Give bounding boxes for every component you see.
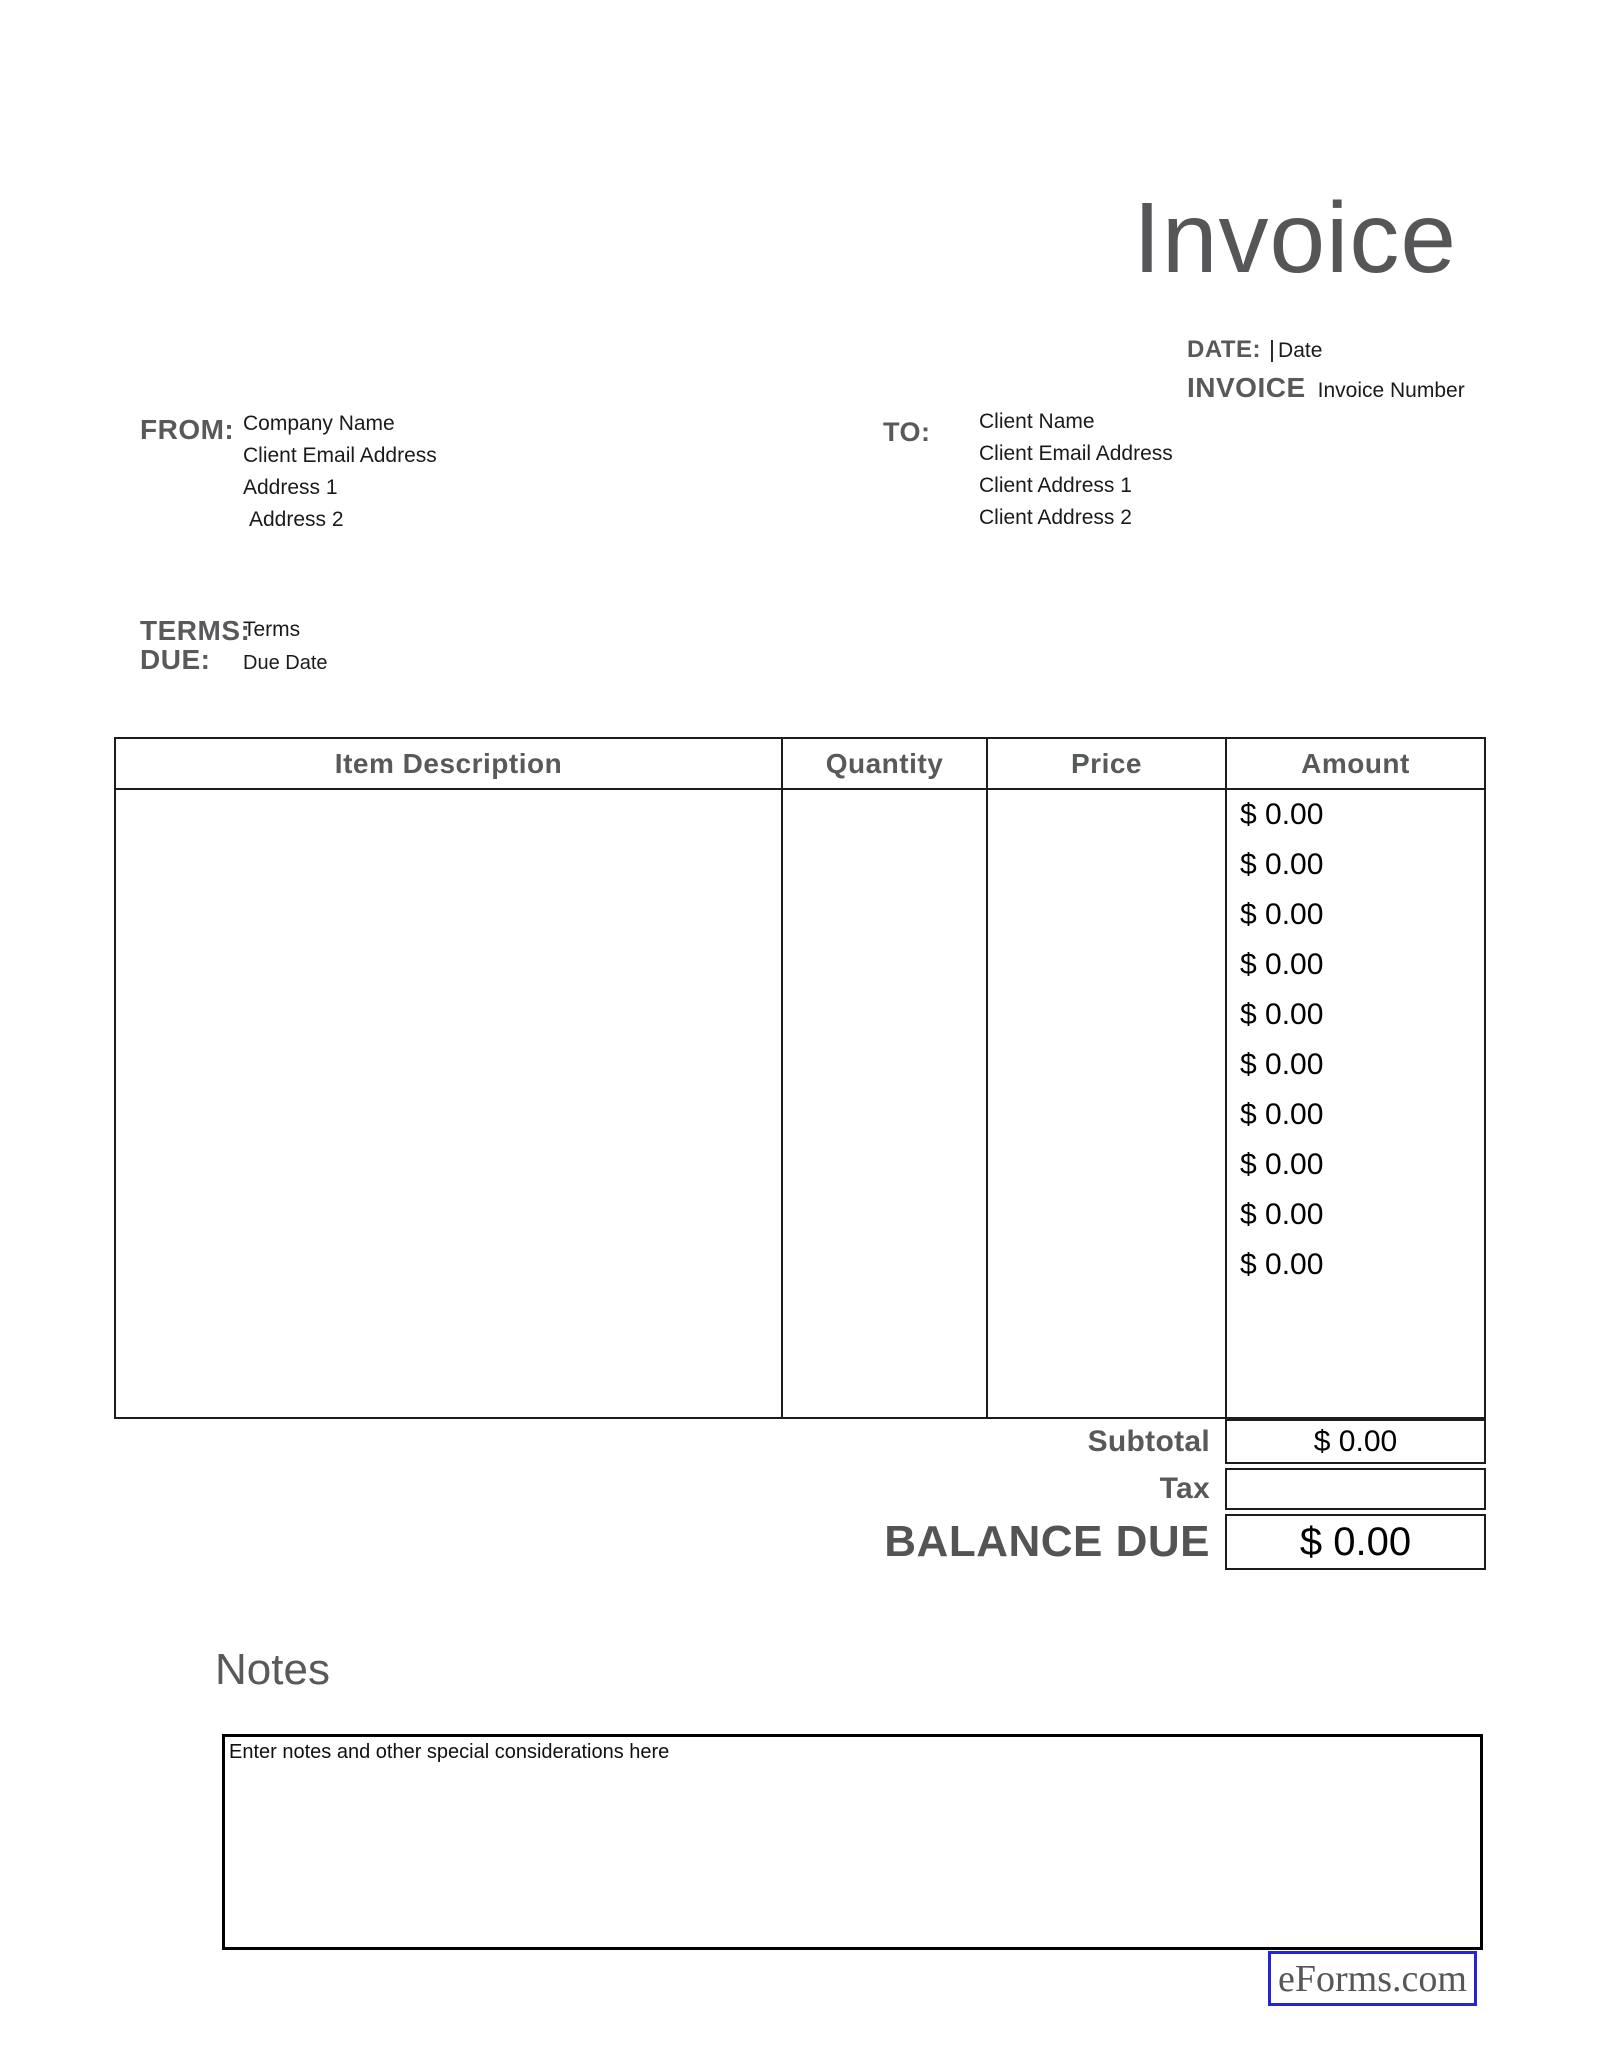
notes-heading: Notes xyxy=(215,1645,330,1694)
amount-field[interactable]: $ 0.00 xyxy=(1240,998,1324,1031)
price-column[interactable] xyxy=(988,790,1227,1417)
from-block xyxy=(243,408,437,536)
balance-due-value-cell: $ 0.00 xyxy=(1225,1514,1486,1570)
amount-field[interactable]: $ 0.00 xyxy=(1240,1098,1324,1131)
notes-textbox[interactable] xyxy=(222,1734,1483,1950)
terms-field[interactable]: Terms xyxy=(243,618,301,641)
item-description-column[interactable] xyxy=(116,790,783,1417)
amount-field[interactable]: $ 0.00 xyxy=(1240,1248,1324,1281)
eforms-link[interactable] xyxy=(1268,1951,1477,2006)
notes-placeholder: Enter notes and other special considerations here xyxy=(229,1741,670,1763)
amount-field[interactable]: $ 0.00 xyxy=(1240,1048,1324,1081)
invoice-number-label: INVOICE xyxy=(1187,372,1306,403)
to-label: TO: xyxy=(883,417,931,447)
to-name-field[interactable]: Client Name xyxy=(979,410,1095,433)
from-address2-field[interactable]: Address 2 xyxy=(249,508,344,531)
subtotal-label: Subtotal xyxy=(1087,1425,1210,1458)
amount-field[interactable]: $ 0.00 xyxy=(1240,798,1324,831)
amount-field[interactable]: $ 0.00 xyxy=(1240,948,1324,981)
balance-due-label: BALANCE DUE xyxy=(884,1517,1210,1566)
line-items-table xyxy=(114,737,1486,1419)
tax-value-cell[interactable] xyxy=(1225,1468,1486,1510)
amount-field[interactable]: $ 0.00 xyxy=(1240,898,1324,931)
date-label: DATE: xyxy=(1187,336,1262,363)
page-title: Invoice xyxy=(1133,182,1457,294)
from-address1-field[interactable]: Address 1 xyxy=(243,476,338,499)
text-cursor: | xyxy=(1269,336,1276,362)
to-address1-field[interactable]: Client Address 1 xyxy=(979,474,1132,497)
terms-label: TERMS: xyxy=(140,615,251,646)
date-field[interactable]: Date xyxy=(1278,339,1323,362)
due-label: DUE: xyxy=(140,644,211,675)
header-price: Price xyxy=(988,739,1227,788)
header-quantity: Quantity xyxy=(783,739,988,788)
to-block xyxy=(979,406,1173,534)
from-email-field[interactable]: Client Email Address xyxy=(243,444,437,467)
table-header-row xyxy=(116,739,1484,790)
amount-column xyxy=(1227,790,1484,1417)
from-label: FROM: xyxy=(140,414,235,445)
header-item-description: Item Description xyxy=(116,739,783,788)
header-amount: Amount xyxy=(1301,748,1410,779)
due-date-field[interactable]: Due Date xyxy=(243,652,328,674)
eforms-link-label: eForms.com xyxy=(1278,1957,1467,2000)
subtotal-value-cell: $ 0.00 xyxy=(1225,1419,1486,1464)
amount-field[interactable]: $ 0.00 xyxy=(1240,848,1324,881)
amount-field[interactable]: $ 0.00 xyxy=(1240,1148,1324,1181)
tax-label: Tax xyxy=(1159,1472,1210,1505)
to-email-field[interactable]: Client Email Address xyxy=(979,442,1173,465)
from-company-field[interactable]: Company Name xyxy=(243,412,395,435)
table-body xyxy=(116,790,1484,1417)
invoice-number-field[interactable]: Invoice Number xyxy=(1317,379,1465,402)
quantity-column[interactable] xyxy=(783,790,988,1417)
amount-field[interactable]: $ 0.00 xyxy=(1240,1198,1324,1231)
invoice-meta xyxy=(1187,336,1465,404)
invoice-number-row xyxy=(1187,372,1465,404)
date-row xyxy=(1187,336,1465,368)
to-address2-field[interactable]: Client Address 2 xyxy=(979,506,1132,529)
